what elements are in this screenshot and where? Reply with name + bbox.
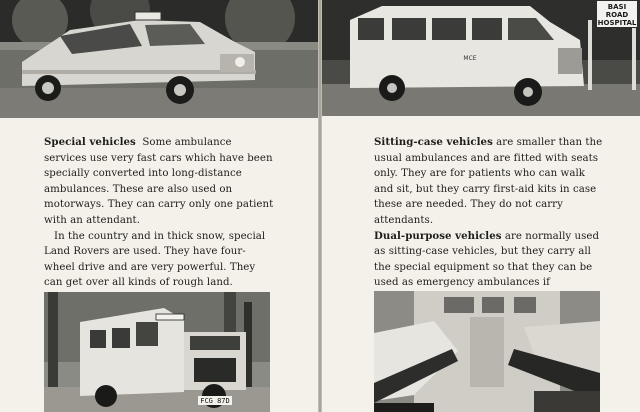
van-badge: MCE — [463, 55, 477, 62]
left-page — [0, 0, 318, 412]
hospital-sign-line-3: HOSPITAL — [597, 19, 637, 27]
sitting-case-van-photo — [322, 0, 640, 116]
special-vehicles-heading: Special vehicles — [44, 136, 136, 148]
hospital-sign-line-2: ROAD — [605, 11, 629, 19]
special-vehicles-paragraph — [44, 135, 276, 229]
sitting-case-body: are smaller than the usual ambulances and are fitted with seats only. They are for patients who can walk and sit, but they carry first-aid kits in case these are needed. They do not carry attendants. — [374, 137, 603, 226]
right-text-block — [374, 135, 606, 307]
sitting-case-paragraph — [374, 135, 606, 229]
ambulance-interior-photo — [374, 291, 600, 412]
special-vehicles-body: Some ambulance services use very fast cars which have been specially converted into long-distance ambulances. These are also used on motorways. They can carry only one patient with an attendant. — [44, 137, 274, 226]
land-rovers-paragraph: In the country and in thick snow, special Land Rovers are used. They have four-wheel drive and are very powerful. They can get over all kinds of rough land. — [44, 230, 266, 289]
hospital-sign-line-1: BASI — [607, 3, 627, 11]
dual-purpose-body: are normally used as sitting-case vehicles, but they carry all the special equipment so that they can be used as emergency ambulances if — [374, 230, 600, 289]
dual-purpose-heading: Dual-purpose vehicles — [374, 229, 502, 242]
land-rover-ambulance-photo — [44, 292, 270, 412]
land-rover-plate: FCG 87D — [200, 397, 230, 405]
sitting-case-heading: Sitting-case vehicles — [374, 136, 493, 148]
hospital-sign — [596, 0, 638, 28]
car-ambulance-photo — [0, 0, 318, 118]
left-text-block — [44, 135, 276, 291]
right-page — [322, 0, 640, 412]
